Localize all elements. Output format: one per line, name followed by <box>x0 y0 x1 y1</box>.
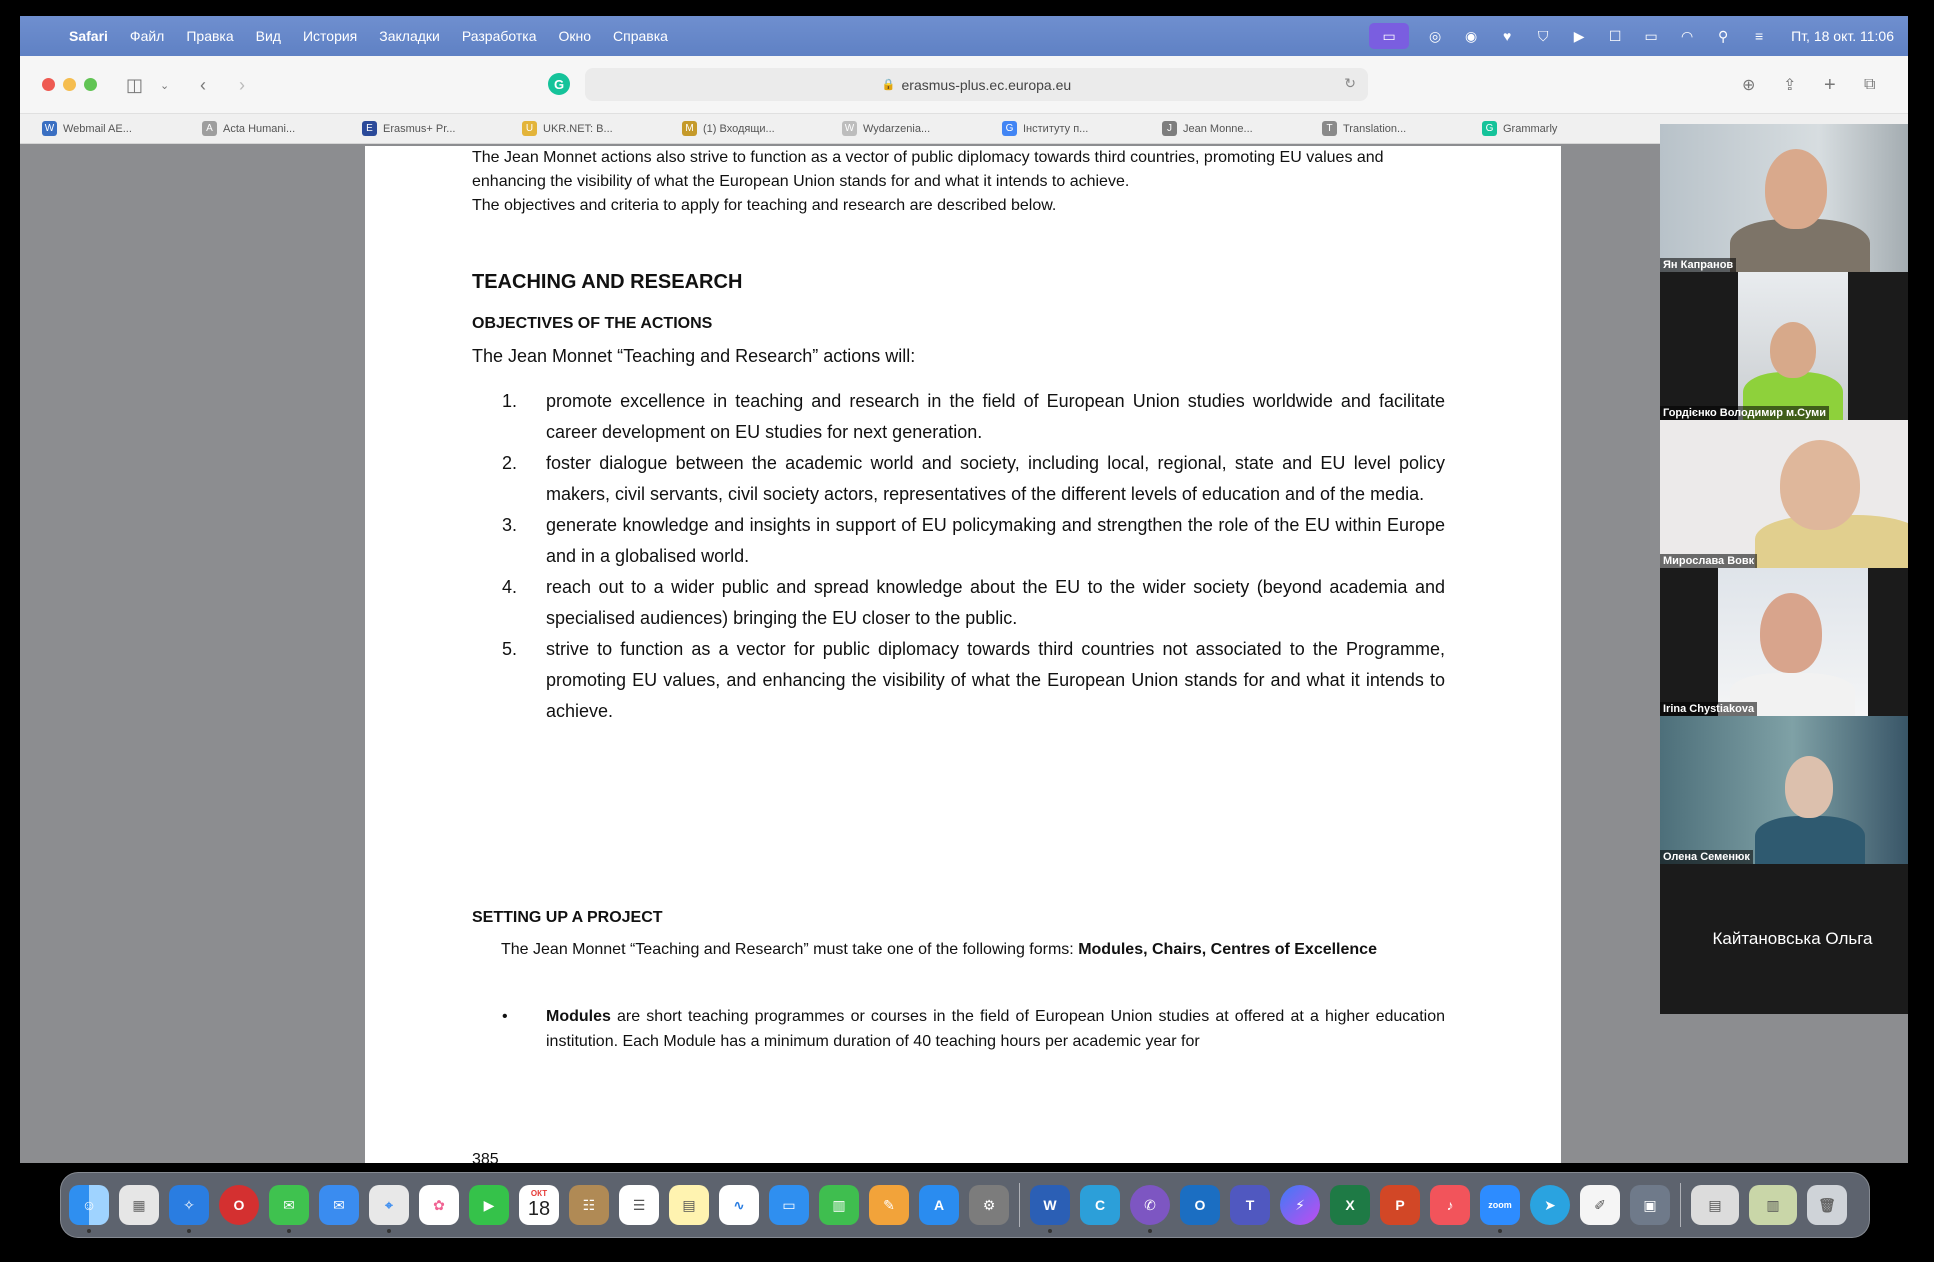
screen-share-icon[interactable]: ▭ <box>1369 23 1409 49</box>
pages-icon[interactable]: ✎ <box>869 1185 909 1225</box>
favorite-label: Translation... <box>1343 122 1407 135</box>
favorites-bar <box>20 114 1908 144</box>
list-number: 5. <box>502 639 518 659</box>
opera-icon[interactable]: O <box>219 1185 259 1225</box>
person-face <box>1765 149 1827 229</box>
favorite-item[interactable] <box>1002 121 1162 136</box>
close-window-button[interactable] <box>42 78 55 91</box>
mail-icon[interactable]: ✉ <box>319 1185 359 1225</box>
zoom-icon[interactable]: zoom <box>1480 1185 1520 1225</box>
maps-icon[interactable]: ⌖ <box>369 1185 409 1225</box>
participant-tile[interactable] <box>1660 124 1908 272</box>
objectives-lead: The Jean Monnet “Teaching and Research” actions will: <box>472 346 916 366</box>
tab-overview-icon[interactable]: ⧉ <box>1864 76 1876 93</box>
person-face <box>1770 322 1816 378</box>
favorite-label: (1) Входящи... <box>703 122 775 135</box>
intro-paragraph: The Jean Monnet actions also strive to function as a vector of public diplomacy towards third countries, promoting EU values and enhancing the visibility of what the European Union stands for and what it intends to achieve. <box>472 149 1384 190</box>
menu-tray <box>1369 16 1894 56</box>
play-tray-icon[interactable]: ▶ <box>1573 27 1585 44</box>
shield-tray-icon[interactable]: ⛉ <box>1537 27 1549 44</box>
address-bar[interactable] <box>585 68 1368 101</box>
battery-icon[interactable]: ▭ <box>1644 27 1658 44</box>
keynote-icon[interactable]: ▭ <box>769 1185 809 1225</box>
new-tab-icon[interactable]: + <box>1824 73 1836 96</box>
downloads-stack-icon[interactable]: ▤ <box>1691 1185 1739 1225</box>
favorite-item[interactable] <box>842 121 1002 136</box>
system-settings-icon[interactable]: ⚙ <box>969 1185 1009 1225</box>
sidebar-toggle-icon[interactable]: ◫ <box>126 74 144 95</box>
calendar-day: 18 <box>527 1198 551 1220</box>
pdf-page <box>365 146 1561 1163</box>
favicon-icon: A <box>202 121 217 136</box>
app-store-icon[interactable]: A <box>919 1185 959 1225</box>
favorite-item[interactable] <box>362 121 522 136</box>
list-item <box>502 634 1445 727</box>
favicon-icon: W <box>42 121 57 136</box>
reminders-icon[interactable]: ☰ <box>619 1185 659 1225</box>
person-face <box>1785 756 1833 818</box>
finder-icon[interactable]: ☺ <box>69 1185 109 1225</box>
favorite-label: Grammarly <box>1503 122 1558 135</box>
dock-separator <box>1680 1183 1681 1227</box>
setup-forms: Modules, Chairs, Centres of Excellence <box>1078 941 1377 958</box>
favorite-item[interactable] <box>522 121 682 136</box>
participant-name: Ян Капранов <box>1660 258 1736 272</box>
numbers-icon[interactable]: ▥ <box>819 1185 859 1225</box>
dock <box>60 1172 1870 1238</box>
menu-item-develop[interactable]: Разработка <box>461 28 537 44</box>
bullet-term: Modules <box>546 1008 611 1025</box>
menu-clock[interactable]: Пт, 18 окт. 11:06 <box>1791 28 1894 44</box>
participant-tile[interactable] <box>1660 716 1908 864</box>
section-heading: TEACHING AND RESEARCH <box>472 271 743 293</box>
fullscreen-window-button[interactable] <box>84 78 97 91</box>
control-center-icon[interactable]: ≡ <box>1755 28 1764 44</box>
menu-item-bookmarks[interactable]: Закладки <box>379 28 440 44</box>
photos-icon[interactable]: ✿ <box>419 1185 459 1225</box>
bullet-text <box>546 1004 1445 1054</box>
bullet-icon: • <box>502 1008 508 1025</box>
favorite-item[interactable] <box>682 121 842 136</box>
vk-tray-icon[interactable]: ☐ <box>1608 27 1622 44</box>
notes-icon[interactable]: ▤ <box>669 1185 709 1225</box>
menu-item-history[interactable]: История <box>302 28 358 44</box>
page-number: 385 <box>472 1151 499 1163</box>
favorite-item[interactable] <box>42 121 202 136</box>
participant-tile[interactable] <box>1660 568 1908 716</box>
teams-icon[interactable]: T <box>1230 1185 1270 1225</box>
menu-item-help[interactable]: Справка <box>613 28 668 44</box>
list-item <box>502 572 1445 634</box>
telegram-icon[interactable]: ➤ <box>1530 1185 1570 1225</box>
canva-icon[interactable]: C <box>1080 1185 1120 1225</box>
favicon-icon: T <box>1322 121 1337 136</box>
window-controls <box>42 78 97 91</box>
favorite-item[interactable] <box>202 121 362 136</box>
wifi-icon[interactable]: ◠ <box>1681 27 1694 44</box>
objectives-heading: OBJECTIVES OF THE ACTIONS <box>472 315 713 332</box>
chevron-down-icon[interactable]: ⌄ <box>160 79 170 92</box>
favorite-label: Webmail AE... <box>63 122 132 135</box>
desktop-screen <box>20 16 1908 1163</box>
favorite-label: UKR.NET: B... <box>543 122 613 135</box>
launchpad-icon[interactable]: ▦ <box>119 1185 159 1225</box>
lock-icon: 🔒 <box>881 79 896 91</box>
compass-tray-icon[interactable]: ◉ <box>1465 27 1478 44</box>
person-face <box>1780 440 1860 530</box>
setup-text: The Jean Monnet “Teaching and Research” must take one of the following forms: <box>501 941 1074 958</box>
grammarly-tray-icon[interactable]: ◎ <box>1429 27 1442 44</box>
favorite-label: Wydarzenia... <box>863 122 931 135</box>
person-body <box>1755 816 1865 864</box>
list-item <box>502 386 1445 448</box>
menu-item-view[interactable]: Вид <box>255 28 281 44</box>
bullet-body: are short teaching programmes or courses in the field of European Union studies at offered at a higher education institution. Each Module has a minimum duration of 40 teaching hours per academic year for <box>546 1008 1445 1050</box>
favicon-icon: J <box>1162 121 1177 136</box>
favorite-item[interactable] <box>1162 121 1322 136</box>
favicon-icon: U <box>522 121 537 136</box>
minimize-window-button[interactable] <box>63 78 76 91</box>
list-number: 3. <box>502 515 518 535</box>
safari-icon[interactable]: ✧ <box>169 1185 209 1225</box>
list-number: 4. <box>502 577 518 597</box>
menu-bar <box>20 16 1908 56</box>
messenger-icon[interactable]: ⚡ <box>1280 1185 1320 1225</box>
menu-item-edit[interactable]: Правка <box>186 28 234 44</box>
favicon-icon: G <box>1002 121 1017 136</box>
favicon-icon: M <box>682 121 697 136</box>
participant-tile[interactable] <box>1660 420 1908 568</box>
back-button[interactable]: ‹ <box>200 74 206 95</box>
list-text: reach out to a wider public and spread knowledge about the EU to the wider society (beyond academia and specialised audiences) bringing the EU closer to the public. <box>546 577 1445 628</box>
contacts-icon[interactable]: ☷ <box>569 1185 609 1225</box>
favorite-label: Erasmus+ Pr... <box>383 122 456 135</box>
favicon-icon: G <box>1482 121 1497 136</box>
music-icon[interactable]: ♪ <box>1430 1185 1470 1225</box>
forward-button[interactable]: › <box>239 74 245 95</box>
list-number: 2. <box>502 453 518 473</box>
excel-icon[interactable]: X <box>1330 1185 1370 1225</box>
favicon-icon: W <box>842 121 857 136</box>
setup-paragraph <box>501 936 1445 963</box>
word-icon[interactable]: W <box>1030 1185 1070 1225</box>
menu-item-window[interactable]: Окно <box>558 28 592 44</box>
favorite-label: Інституту п... <box>1023 122 1089 135</box>
share-icon[interactable]: ⇪ <box>1783 77 1797 94</box>
favicon-icon: E <box>362 121 377 136</box>
participant-name: Мирослава Вовк <box>1660 554 1757 568</box>
favorite-label: Acta Humani... <box>223 122 296 135</box>
list-item <box>502 448 1445 510</box>
facetime-icon[interactable]: ▶ <box>469 1185 509 1225</box>
textedit-icon[interactable]: ✐ <box>1580 1185 1620 1225</box>
list-text: generate knowledge and insights in support of EU policymaking and strengthen the role of the EU within Europe and in a globalised world. <box>546 515 1445 566</box>
powerpoint-icon[interactable]: P <box>1380 1185 1420 1225</box>
participant-name: Кайтановська Ольга <box>1712 929 1873 948</box>
trash-icon[interactable]: 🗑 <box>1807 1185 1847 1225</box>
participant-name: Irina Chystiakova <box>1660 702 1757 716</box>
participant-name: Олена Семенюк <box>1660 850 1753 864</box>
calendar-icon[interactable] <box>519 1185 559 1225</box>
list-text: strive to function as a vector for public diplomacy towards third countries not associated to the Programme, promoting EU values, and enhancing the visibility of what the European Union stands for and what it intends to achieve. <box>546 639 1445 721</box>
url-text: erasmus-plus.ec.europa.eu <box>901 76 1072 93</box>
dock-separator <box>1019 1183 1020 1227</box>
search-icon[interactable]: ⚲ <box>1717 27 1729 44</box>
participant-name: Гордієнко Володимир м.Суми <box>1660 406 1829 420</box>
grammarly-extension-icon[interactable]: G <box>548 73 570 95</box>
list-item <box>502 510 1445 572</box>
menu-app-name[interactable]: Safari <box>69 28 108 44</box>
outlook-icon[interactable]: O <box>1180 1185 1220 1225</box>
freeform-icon[interactable]: ∿ <box>719 1185 759 1225</box>
reload-icon[interactable]: ↻ <box>1344 75 1356 91</box>
intro-criteria: The objectives and criteria to apply for teaching and research are described below. <box>472 197 1057 214</box>
favorite-label: Jean Monne... <box>1183 122 1253 135</box>
heart-tray-icon[interactable]: ♥ <box>1502 28 1512 44</box>
favorite-item[interactable] <box>1322 121 1482 136</box>
browser-toolbar <box>20 56 1908 114</box>
messages-icon[interactable]: ✉ <box>269 1185 309 1225</box>
participant-name-card[interactable] <box>1660 864 1908 1014</box>
objectives-list <box>502 386 1445 727</box>
calendar-month: ОКТ <box>530 1189 548 1198</box>
person-face <box>1760 593 1822 673</box>
list-item <box>502 1004 1445 1054</box>
list-text: foster dialogue between the academic world and society, including local, regional, state and EU level policy makers, civil servants, civil society actors, representatives of the different levels of education and of the media. <box>546 453 1445 504</box>
participant-tile[interactable] <box>1660 272 1908 420</box>
preview-icon[interactable]: ▣ <box>1630 1185 1670 1225</box>
viber-icon[interactable]: ✆ <box>1130 1185 1170 1225</box>
menu-item-file[interactable]: Файл <box>129 28 165 44</box>
list-number: 1. <box>502 391 518 411</box>
video-gallery <box>1660 124 1908 1014</box>
setup-heading: SETTING UP A PROJECT <box>472 909 663 926</box>
favorite-item[interactable] <box>1482 121 1642 136</box>
documents-stack-icon[interactable]: ▥ <box>1749 1185 1797 1225</box>
download-icon[interactable]: ⊕ <box>1742 77 1756 94</box>
list-text: promote excellence in teaching and research in the field of European Union studies worldwide and facilitate career development on EU studies for next generation. <box>546 391 1445 442</box>
